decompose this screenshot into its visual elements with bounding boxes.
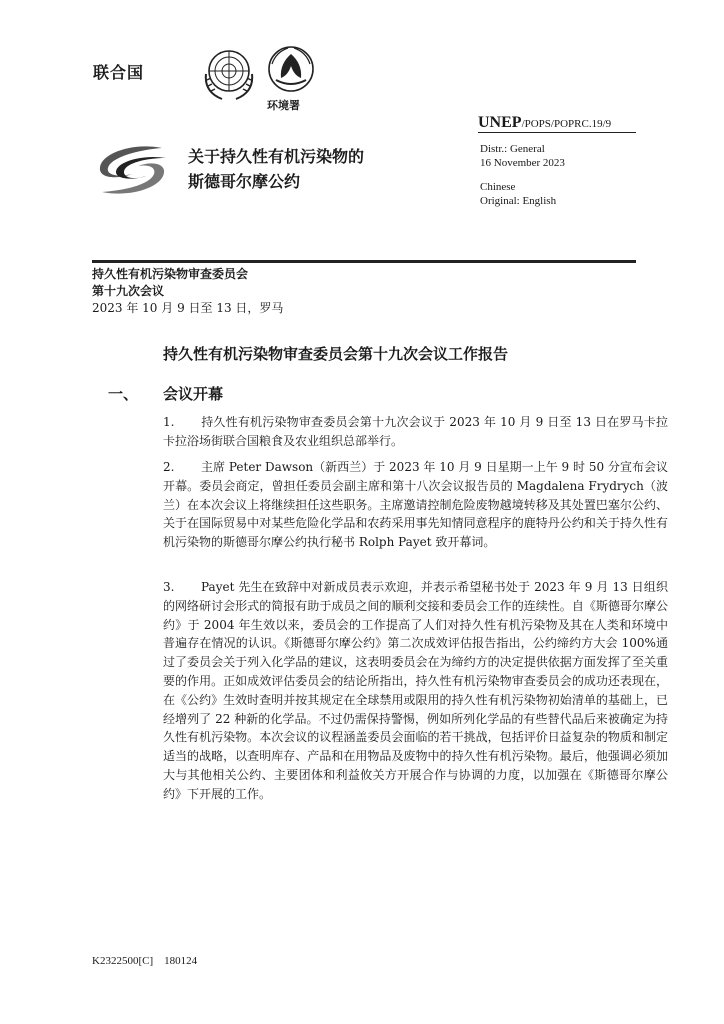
unep-label: 环境署 [267, 99, 300, 112]
report-title: 持久性有机污染物审查委员会第十九次会议工作报告 [163, 345, 509, 363]
job-number: K2322500[C] 180124 [92, 955, 198, 967]
symbol-rest: /POPS/POPRC.19/9 [521, 118, 612, 130]
un-title: 联合国 [93, 63, 145, 82]
committee-block [92, 266, 283, 317]
paragraph-text: 主席 Peter Dawson（新西兰）于 2023 年 10 月 9 日星期一上午 9 时 50 分宣布会议开幕。委员会商定，曾担任委员会副主席和第十八次会议报告员的 Magdalena Frydrych（波兰）在本次会议上将继续担任这些职务。主席邀请控制危险废物越境转移及其处置巴塞尔公约、关于在国际贸易中对某些危险化学品和农药采用事先知情同意程序的鹿特丹公约和关于持久性有机污染物的斯德哥尔摩公约执行秘书 Rolph Payet 致开幕词。 [163, 460, 668, 550]
paragraph-number: 3. [163, 580, 175, 594]
section-number: 一、 [108, 385, 139, 403]
convention-name-line2: 斯德哥尔摩公约 [188, 172, 301, 191]
committee-name: 持久性有机污染物审查委员会 [92, 267, 249, 281]
paragraph-2 [163, 458, 668, 552]
paragraph-number: 2. [163, 460, 175, 474]
session-dates: 2023 年 10 月 9 日至 13 日，罗马 [92, 301, 284, 315]
symbol-main: UNEP [478, 114, 522, 131]
language-line: Chinese [480, 181, 516, 193]
paragraph-3 [163, 578, 668, 804]
convention-name-line1: 关于持久性有机污染物的 [188, 147, 365, 166]
distribution-info [480, 142, 565, 208]
distr-line: Distr.: General [480, 143, 545, 155]
paragraph-number: 1. [163, 415, 175, 429]
date-line: 16 November 2023 [480, 157, 565, 169]
original-language-line: Original: English [480, 195, 557, 207]
header-rule [478, 132, 636, 133]
paragraph-text: 持久性有机污染物审查委员会第十九次会议于 2023 年 10 月 9 日至 13 日在罗马卡拉卡拉浴场街联合国粮食及农业组织总部举行。 [163, 415, 668, 448]
section-title: 会议开幕 [163, 385, 224, 403]
stockholm-convention-logo-icon [92, 140, 172, 200]
document-symbol [478, 114, 611, 132]
session-name: 第十九次会议 [92, 284, 165, 298]
convention-name [188, 144, 364, 194]
paragraph-1 [163, 413, 668, 451]
unep-emblem-icon [266, 44, 316, 94]
main-rule [92, 260, 636, 263]
paragraph-text: Payet 先生在致辞中对新成员表示欢迎，并表示希望秘书处于 2023 年 9 月 13 日组织的网络研讨会形式的简报有助于成员之间的顺利交接和委员会工作的连续性。自《斯德哥尔摩公约》于 2004 年生效以来，委员会的工作提高了人们对持久性有机污染物及其在人类和环境中普遍存在情况的认识。《斯德哥尔摩公约》第二次成效评估报告指出，公约缔约方大会 100%通过了委员会关于列入化学品的建议，这表明委员会在为缔约方的决定提供依据方面发挥了至关重要的作用。正如成效评估委员会的结论所指出，持久性有机污染物审查委员会的成功还表现在，在《公约》生效时查明并按其规定在全球禁用或限用的持久性有机污染物初始清单的基础上，已经增列了 22 种新的化学品。不过仍需保持警惕，例如所列化学品的有些替代品后来被确定为持久性有机污染物。本次会议的议程涵盖委员会面临的若干挑战，包括评价日益复杂的物质和制定适当的战略，以查明库存、产品和在用物品及废物中的持久性有机污染物。最后，他强调必须加大与其他相关公约、主要团体和利益攸关方开展合作与协调的力度，以加强在《斯德哥尔摩公约》下开展的工作。 [163, 580, 668, 801]
un-emblem-icon [200, 44, 258, 102]
